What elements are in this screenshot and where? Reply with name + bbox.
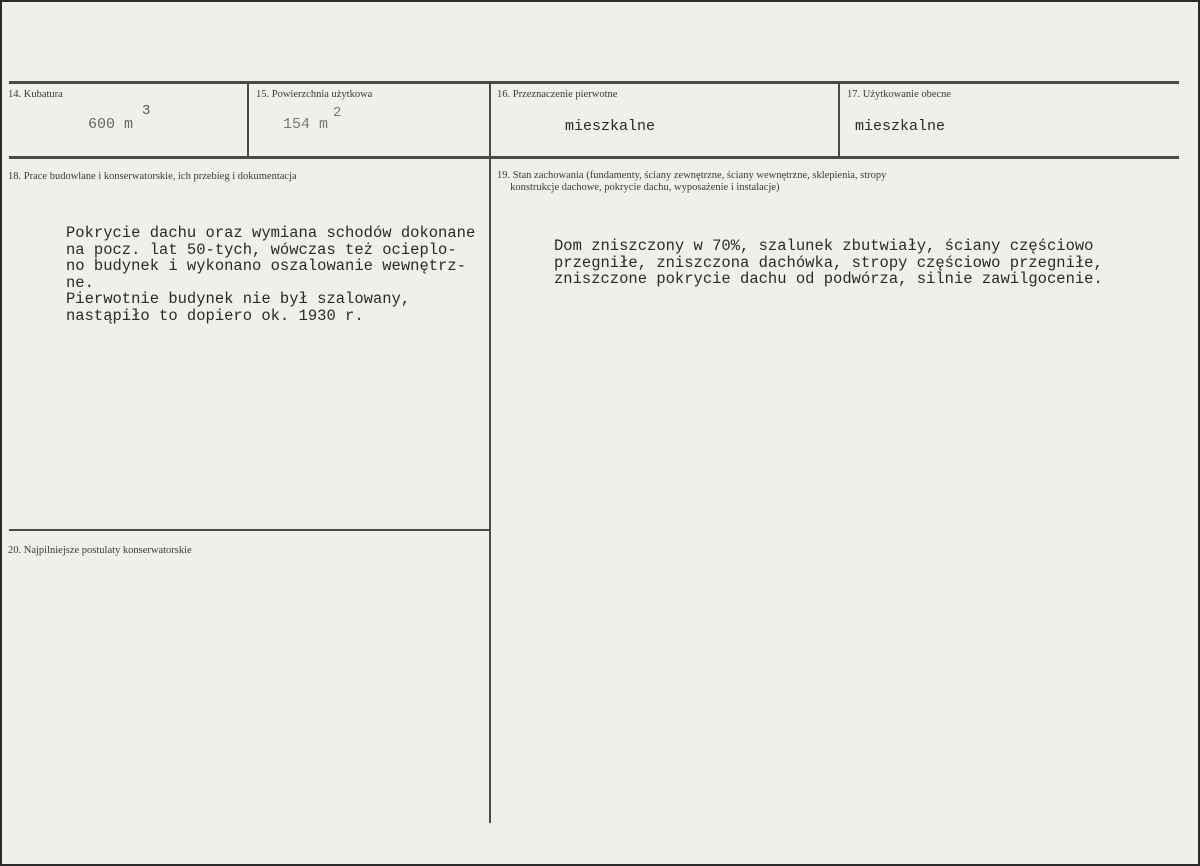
lower-left-rule bbox=[9, 529, 489, 531]
field-16-label: 16. Przeznaczenie pierwotne bbox=[497, 89, 618, 100]
field-17-label: 17. Użytkowanie obecne bbox=[847, 89, 952, 100]
field-14-label: 14. Kubatura bbox=[8, 89, 63, 100]
field-16-value: mieszkalne bbox=[565, 118, 656, 135]
mid-rule bbox=[9, 156, 1179, 159]
field-19-label: 19. Stan zachowania (fundamenty, ściany zewnętrzne, ściany wewnętrzne, sklepienia, stropy konstrukcje dachowe, pokrycie dachu, wyposażenie i instalacje) bbox=[497, 170, 887, 193]
top-rule bbox=[9, 81, 1179, 84]
divider-16-17 bbox=[838, 83, 840, 157]
field-17-value: mieszkalne bbox=[855, 118, 946, 135]
divider-15-16 bbox=[489, 83, 491, 823]
divider-14-15 bbox=[247, 83, 249, 157]
field-18-text: Pokrycie dachu oraz wymiana schodów dokonane na pocz. lat 50-tych, wówczas też ocieplo- no budynek i wykonano oszalowanie wewnętrz- ne. Pierwotnie budynek nie był szalowany, nastąpiło to dopiero ok. 1930 r. bbox=[66, 224, 476, 325]
field-18-label: 18. Prace budowlane i konserwatorskie, ich przebieg i dokumentacja bbox=[8, 171, 297, 182]
field-14-unit-exponent: 3 bbox=[142, 103, 151, 119]
field-14-value: 600 m bbox=[88, 116, 134, 133]
field-15-value: 154 m bbox=[283, 116, 329, 133]
field-15-unit-exponent: 2 bbox=[333, 105, 342, 121]
field-20-label: 20. Najpilniejsze postulaty konserwatorskie bbox=[8, 545, 192, 556]
field-15-label: 15. Powierzchnia użytkowa bbox=[256, 89, 373, 100]
inventory-card bbox=[2, 2, 1198, 864]
field-19-text: Dom zniszczony w 70%, szalunek zbutwiały, ściany częściowo przegniłe, zniszczona dachówka, stropy częściowo przegniłe, zniszczone pokrycie dachu od podwórza, silnie zawilgocenie. bbox=[554, 237, 1103, 288]
